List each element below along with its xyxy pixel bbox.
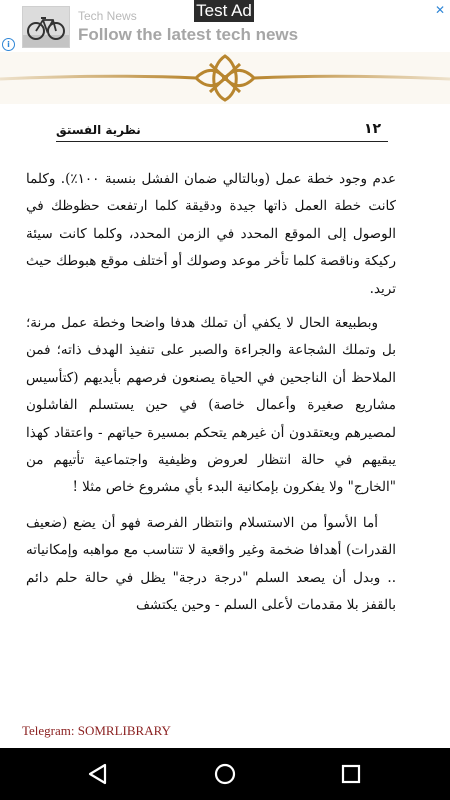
ornament-divider-icon	[0, 52, 450, 104]
running-title: نظرية الفستق	[56, 123, 141, 137]
home-button[interactable]	[211, 760, 239, 788]
ad-info-icon[interactable]: i	[2, 38, 15, 51]
ad-banner[interactable]	[0, 0, 450, 53]
ad-thumbnail[interactable]	[22, 6, 70, 48]
ad-sponsor-text: Tech News	[78, 9, 137, 23]
bicycle-icon	[23, 7, 69, 47]
book-text	[26, 166, 396, 620]
home-icon	[211, 760, 239, 788]
ad-headline[interactable]: Follow the latest tech news	[78, 25, 299, 44]
paragraph: وبطبيعة الحال لا يكفي أن تملك هدفا واضحا وخطة عمل مرنة؛ بل وتملك الشجاعة والجراءة والصبر على تنفيذ الهدف ذاته؛ فمن الملاحظ أن الناجحين في الحياة يصنعون فرصهم بأيديهم (كتأسيس مشاريع صغيرة وأعمال خاصة) في حين يستسلم الفاشلون لمصيرهم ويعتقدون أن غيرهم يتحكم بمسيرة حياتهم - واعتقاد كهذا يبقيهم في حالة انتظار لعروض وظيفية واجتماعية تأتيهم من "الخارج" ولا يفكرون بإمكانية البدء بأي مشروع خاص مثلا !	[26, 315, 396, 496]
page-number: ١٢	[364, 121, 382, 137]
book-page[interactable]	[0, 104, 450, 748]
paragraph: أما الأسوأ من الاستسلام وانتظار الفرصة فهو أن يضع (ضعيف القدرات) أهدافا ضخمة وغير واقعية لا تتناسب مع مواهبه وإمكانياته .. وبدل أن يصعد السلم "درجة درجة" يظل في حالة حلم دائم بالقفز بلا مقدمات لأعلى السلم - وحين يكتشف	[26, 514, 396, 614]
header-rule	[56, 141, 388, 142]
ad-close-icon[interactable]: ✕	[434, 3, 446, 17]
navigation-bar	[0, 748, 450, 800]
page-header	[56, 120, 388, 142]
recents-icon	[337, 760, 365, 788]
recents-button[interactable]	[337, 760, 365, 788]
page-ornament	[0, 52, 450, 104]
telegram-credit: Telegram: SOMRLIBRARY	[22, 723, 171, 738]
back-button[interactable]	[84, 760, 112, 788]
test-ad-badge: Test Ad	[194, 0, 254, 22]
back-icon	[84, 760, 112, 788]
paragraph: عدم وجود خطة عمل (وبالتالي ضمان الفشل بنسبة ١٠٠٪). وكلما كانت خطة العمل ذاتها جيدة ودقيقة كلما ارتفعت حظوظك في الوصول إلى الموقع المحدد في الزمن المحدد، وكلما كانت سيئة ركيكة وناقصة كلما تأخر موعد وصولك أو أختلف موقع هبوطك حيث تريد.	[26, 171, 397, 297]
